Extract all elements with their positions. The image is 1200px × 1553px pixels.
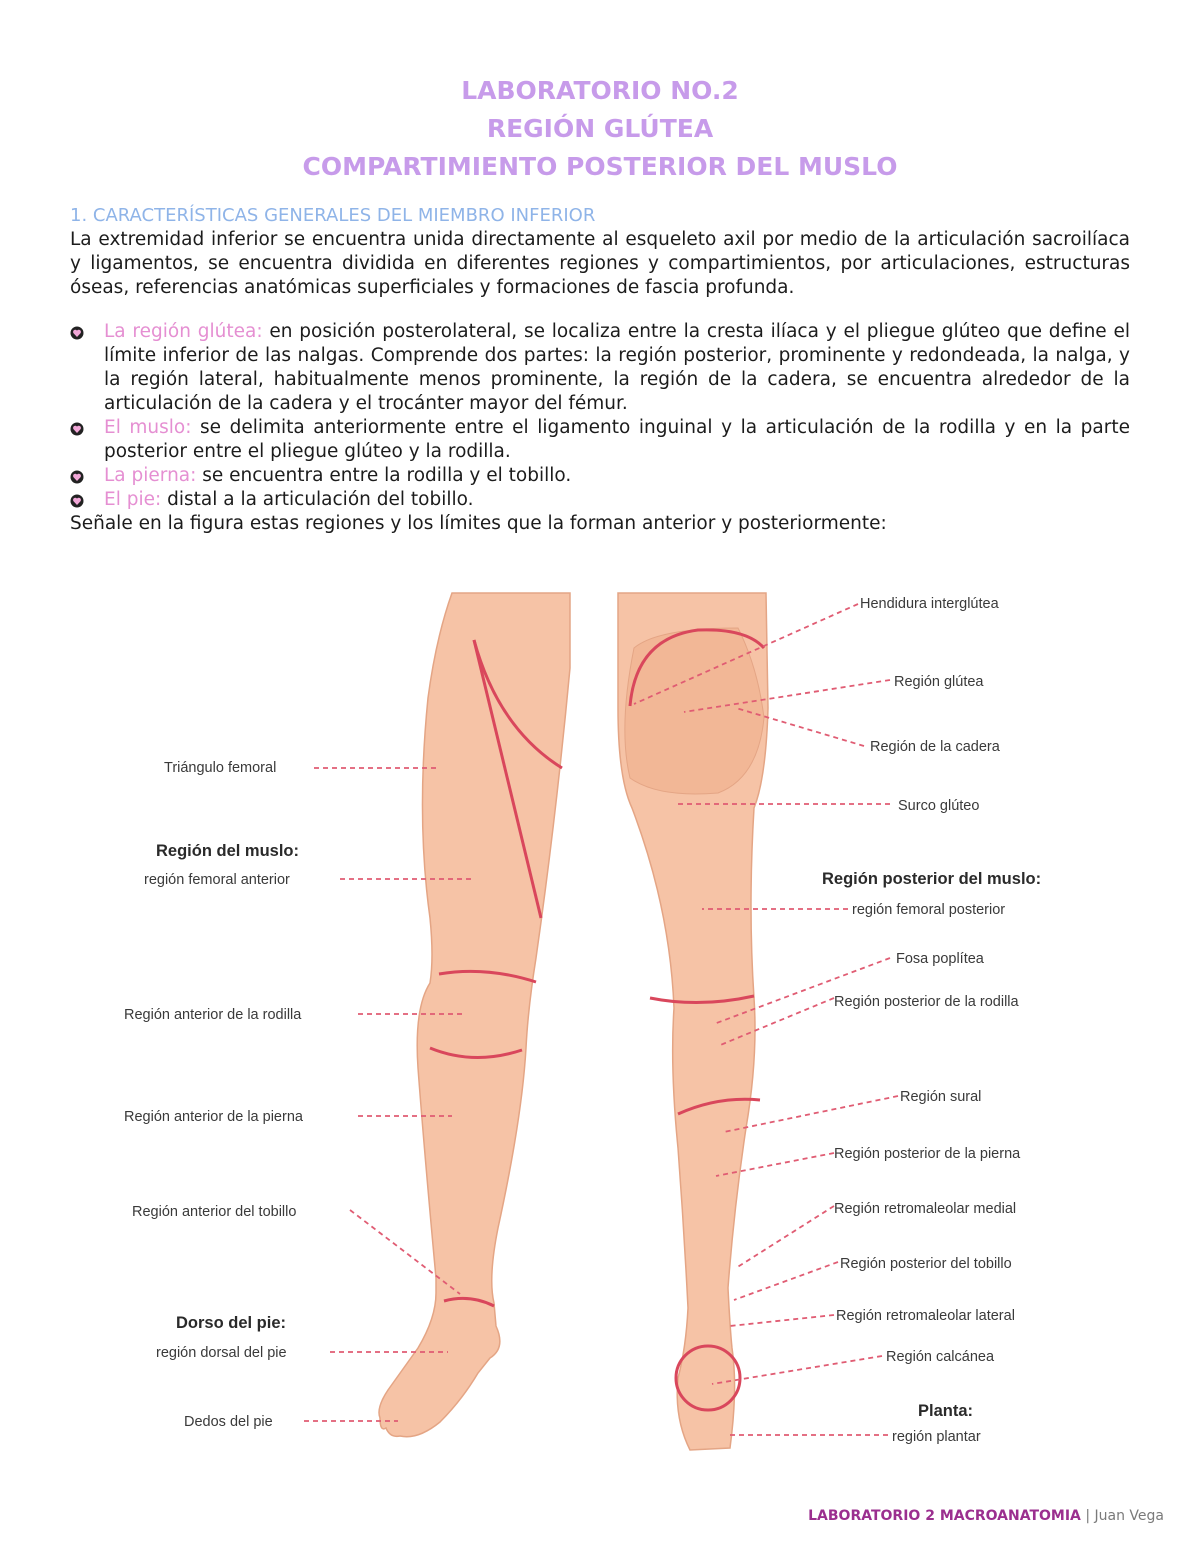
term-text: en posición posterolateral, se localiza entre la cresta ilíaca y el pliegue glúteo que define el límite inferior de las nalgas. Comprende dos partes: la región posterior, prominente y redondeada, la nalga, y la región lateral, habitualmente menos prominente, la región de la cadera, se encuentra alrededor de la articulación de la cadera y el trocánter mayor del fémur. <box>104 321 1131 414</box>
term-label: El muslo: <box>104 417 192 438</box>
intro-paragraph: La extremidad inferior se encuentra unida directamente al esqueleto axil por medio de la articulación sacroilíaca y ligamentos, se encuentra dividida en diferentes regiones y compartimientos, por articulaciones, estructuras óseas, referencias anatómicas superficiales y formaciones de fascia profunda. <box>70 229 1130 298</box>
term-label: La región glútea: <box>104 321 263 342</box>
section-heading: 1. CARACTERÍSTICAS GENERALES DEL MIEMBRO INFERIOR <box>70 205 596 226</box>
label-region-sural: Región sural <box>900 1089 982 1105</box>
label-retromaleolar-lateral: Región retromaleolar lateral <box>836 1308 1015 1324</box>
label-surco-gluteo: Surco glúteo <box>898 798 980 814</box>
list-item-muslo <box>70 416 1130 464</box>
term-text: se delimita anteriormente entre el ligamento inguinal y la articulación de la rodilla y en la parte posterior entre el pliegue glúteo y la rodilla. <box>104 417 1130 462</box>
label-fosa-poplitea: Fosa poplítea <box>896 951 984 967</box>
label-dedos-pie: Dedos del pie <box>184 1414 273 1430</box>
list-item-pie <box>70 488 1130 512</box>
label-hendidura-interglutea: Hendidura interglútea <box>860 596 999 612</box>
label-planta: Planta: <box>918 1402 974 1420</box>
footer-author: Juan Vega <box>1094 1508 1164 1524</box>
label-rodilla-posterior: Región posterior de la rodilla <box>834 994 1019 1010</box>
label-rodilla-anterior: Región anterior de la rodilla <box>124 1007 302 1023</box>
label-region-plantar: región plantar <box>892 1429 981 1445</box>
label-region-calcanea: Región calcánea <box>886 1349 995 1365</box>
label-tobillo-posterior: Región posterior del tobillo <box>840 1256 1012 1272</box>
title-compartimiento: COMPARTIMIENTO POSTERIOR DEL MUSLO <box>302 152 898 181</box>
instruction-text: Señale en la figura estas regiones y los límites que la forman anterior y posteriormente: <box>70 513 887 534</box>
section-caracteristicas <box>70 204 1130 536</box>
list-item-pierna <box>70 464 1130 488</box>
leg-regions-figure <box>118 588 1103 1468</box>
label-retromaleolar-medial: Región retromaleolar medial <box>834 1201 1017 1217</box>
term-label: El pie: <box>104 489 162 510</box>
label-region-cadera: Región de la cadera <box>870 739 1000 755</box>
label-region-glutea: Región glútea <box>894 674 984 690</box>
label-triangulo-femoral: Triángulo femoral <box>164 760 277 776</box>
label-pierna-posterior: Región posterior de la pierna <box>834 1146 1021 1162</box>
label-region-posterior-muslo: Región posterior del muslo: <box>822 870 1042 888</box>
heart-bullet-icon <box>70 326 84 340</box>
label-region-muslo: Región del muslo: <box>156 842 300 860</box>
document-title-block <box>0 72 1200 186</box>
title-laboratorio: LABORATORIO NO.2 <box>461 76 739 105</box>
heart-bullet-icon <box>70 470 84 484</box>
label-dorsal-pie: región dorsal del pie <box>156 1345 287 1361</box>
page-footer <box>808 1508 1164 1524</box>
heart-bullet-icon <box>70 422 84 436</box>
footer-course: LABORATORIO 2 MACROANATOMIA <box>808 1508 1081 1524</box>
term-text: distal a la articulación del tobillo. <box>161 489 474 510</box>
term-label: La pierna: <box>104 465 197 486</box>
label-femoral-anterior: región femoral anterior <box>144 872 290 888</box>
list-item-region-glutea <box>70 320 1130 416</box>
label-femoral-posterior: región femoral posterior <box>852 902 1006 918</box>
region-list <box>70 320 1130 512</box>
label-pierna-anterior: Región anterior de la pierna <box>124 1109 303 1125</box>
footer-separator: | <box>1080 1508 1095 1524</box>
label-tobillo-anterior: Región anterior del tobillo <box>132 1204 297 1220</box>
heart-bullet-icon <box>70 494 84 508</box>
title-region-glutea: REGIÓN GLÚTEA <box>486 114 714 143</box>
term-text: se encuentra entre la rodilla y el tobillo. <box>196 465 572 486</box>
label-dorso-pie: Dorso del pie: <box>176 1314 287 1332</box>
